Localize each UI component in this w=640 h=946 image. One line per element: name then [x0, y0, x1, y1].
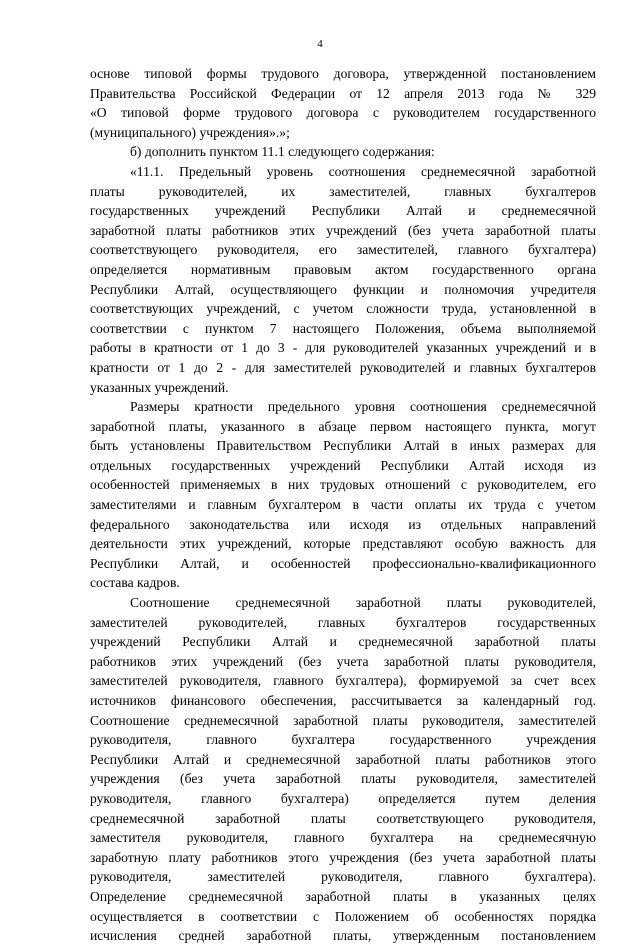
text-line: Республики Алтай, и особенностей профессионально-квалификационного — [90, 555, 596, 571]
text-line: осуществляется в соответствии с Положением об особенностях порядка — [90, 908, 596, 924]
paragraph — [90, 162, 596, 397]
text-line: платы руководителей, их заместителей, главных бухгалтеров — [90, 183, 596, 199]
text-line: заработной платы, указанного в абзаце первом настоящего пункта, могут — [90, 418, 596, 434]
text-line: Размеры кратности предельного уровня соотношения среднемесячной — [130, 399, 596, 415]
text-line: «11.1. Предельный уровень соотношения среднемесячной заработной — [130, 163, 596, 179]
document-body — [90, 64, 596, 946]
text-line: руководителя, главного бухгалтера) определяется путем деления — [90, 790, 596, 806]
text-line: деятельности этих учреждений, которые представляют особую важность для — [90, 536, 596, 552]
text-line: заработную плату работников этого учреждения (без учета заработной платы — [90, 849, 596, 865]
text-line: отдельных государственных учреждений Республики Алтай исходя из — [90, 457, 596, 473]
text-line: соответствующих учреждений, с учетом сложности труда, установленной в — [90, 301, 596, 317]
text-line: определяется нормативным правовым актом государственного органа — [90, 261, 596, 277]
text-line: заработной платы работников этих учреждений (без учета заработной платы — [90, 222, 596, 238]
text-line: федерального законодательства или исходя из отдельных направлений — [90, 516, 596, 532]
paragraph — [90, 593, 596, 946]
text-line: состава кадров. — [90, 575, 180, 591]
text-line: (муниципального) учреждения».»; — [90, 124, 290, 140]
text-line: основе типовой формы трудового договора, утвержденной постановлением — [90, 66, 596, 81]
text-line: заместителей руководителя, главного бухгалтера), формируемой за счет всех — [90, 673, 596, 689]
page-number: 4 — [317, 38, 323, 50]
text-line: заместителей руководителей, главных бухгалтеров государственных — [90, 614, 596, 630]
text-line: соответствующего руководителя, его заместителей, главного бухгалтера) — [90, 242, 596, 258]
text-line: кратности от 1 до 2 - для заместителей руководителей и главных бухгалтеров — [90, 359, 596, 375]
text-line: руководителя, заместителей руководителя, главного бухгалтера). — [90, 869, 596, 885]
text-line: работников этих учреждений (без учета заработной платы руководителя, — [90, 653, 596, 669]
text-line: работы в кратности от 1 до 3 - для руководителей указанных учреждений и в — [90, 340, 596, 356]
text-line: указанных учреждений. — [90, 379, 229, 395]
text-line: источников финансового обеспечения, рассчитывается за календарный год. — [90, 693, 596, 708]
text-line: соответствии с пунктом 7 настоящего Положения, объема выполняемой — [90, 320, 596, 336]
text-line: Соотношение среднемесячной заработной платы руководителей, — [130, 595, 596, 611]
paragraph — [90, 397, 596, 593]
text-line: руководителя, главного бухгалтера государственного учреждения — [90, 732, 596, 748]
text-line: Республики Алтай, осуществляющего функции и полномочия учредителя — [90, 281, 596, 297]
text-line: Правительства Российской Федерации от 12 апреля 2013 года № 329 — [90, 85, 596, 101]
text-line: б) дополнить пунктом 11.1 следующего содержания: — [130, 144, 435, 160]
text-line: государственных учреждений Республики Алтай и среднемесячной — [90, 203, 596, 219]
text-line: учреждения (без учета заработной платы руководителя, заместителей — [90, 771, 596, 787]
text-line: Соотношение среднемесячной заработной платы руководителя, заместителей — [90, 712, 596, 728]
text-line: особенностей применяемых в них трудовых отношений с руководителем, его — [90, 477, 596, 493]
paragraph — [90, 142, 596, 162]
text-line: заместителями и главным бухгалтером в части оплаты их труда с учетом — [90, 497, 596, 513]
text-line: быть установлены Правительством Республики Алтай в иных размерах для — [90, 438, 596, 454]
text-line: Определение среднемесячной заработной платы в указанных целях — [90, 888, 596, 904]
text-line: «О типовой форме трудового договора с руководителем государственного — [90, 105, 596, 121]
paragraph — [90, 64, 596, 142]
text-line: заместителя руководителя, главного бухгалтера на среднемесячную — [90, 830, 596, 846]
text-line: исчисления средней заработной платы, утвержденным постановлением — [90, 928, 596, 944]
text-line: среднемесячной заработной платы соответствующего руководителя, — [90, 810, 596, 826]
text-line: Республики Алтай и среднемесячной заработной платы работников этого — [90, 751, 596, 767]
text-line: учреждений Республики Алтай и среднемесячной заработной платы — [90, 634, 596, 650]
